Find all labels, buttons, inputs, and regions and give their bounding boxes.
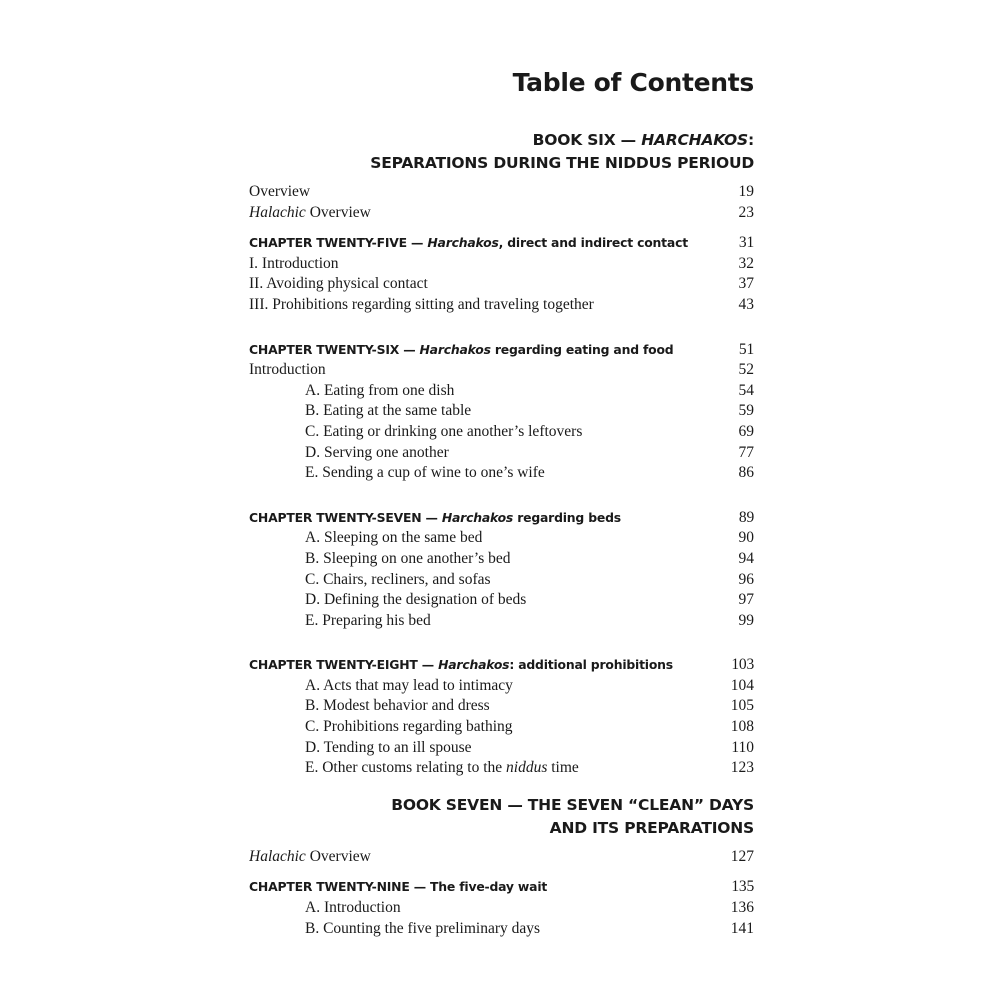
- toc-entry[interactable]: [249, 274, 754, 295]
- entry-label: II. Avoiding physical contact: [249, 275, 428, 293]
- chapter-page: 103: [731, 656, 754, 674]
- entry-page: 104: [730, 676, 754, 694]
- entry-label: A. Acts that may lead to intimacy: [305, 676, 513, 694]
- entry-label: E. Sending a cup of wine to one’s wife: [305, 464, 545, 482]
- entry-page: 52: [738, 361, 754, 379]
- toc-entry[interactable]: [249, 717, 754, 738]
- toc-entry[interactable]: [249, 463, 754, 484]
- entry-page: 110: [731, 738, 754, 756]
- chapter-italic: Harchakos: [438, 657, 510, 673]
- chapter-prefix: CHAPTER TWENTY-FIVE —: [249, 235, 428, 251]
- chapter-label: CHAPTER TWENTY-NINE — The five-day wait: [249, 879, 548, 895]
- chapter-prefix: CHAPTER TWENTY-EIGHT —: [249, 657, 439, 673]
- chapter-label: [249, 508, 621, 529]
- book-seven-heading-line1: BOOK SEVEN — THE SEVEN “CLEAN” DAYS: [391, 795, 754, 814]
- entry-label: [249, 758, 579, 779]
- entry-label: E. Preparing his bed: [305, 611, 431, 629]
- chapter-page: 31: [738, 234, 754, 252]
- book-six-prefix: BOOK SIX —: [532, 131, 642, 149]
- toc-entry-halachic-overview[interactable]: [249, 203, 754, 224]
- entry-page: 23: [738, 203, 754, 221]
- entry-label: C. Chairs, recliners, and sofas: [305, 570, 491, 588]
- entry-page: 19: [738, 183, 754, 200]
- entry-page: 99: [738, 611, 754, 629]
- entry-page: 90: [738, 529, 754, 547]
- entry-label: A. Introduction: [305, 899, 401, 917]
- toc-entry[interactable]: [249, 295, 754, 316]
- chapter-italic: Harchakos: [427, 235, 499, 251]
- entry-label: C. Eating or drinking one another’s leftovers: [305, 422, 583, 440]
- toc-entry[interactable]: [249, 758, 754, 779]
- toc-entry[interactable]: [249, 738, 754, 759]
- chapter-page: 135: [731, 878, 754, 896]
- entry-label: Overview: [249, 183, 311, 200]
- toc-entry[interactable]: [249, 360, 754, 381]
- chapter-25-heading[interactable]: [249, 233, 754, 254]
- toc-entry[interactable]: [249, 919, 754, 940]
- chapter-suffix: regarding eating and food: [490, 341, 674, 357]
- page-title: Table of Contents: [512, 68, 754, 97]
- toc-entry[interactable]: [249, 528, 754, 549]
- entry-label: D. Tending to an ill spouse: [305, 738, 472, 756]
- entry-label: A. Eating from one dish: [305, 381, 455, 399]
- book-seven-heading: [249, 794, 754, 840]
- chapter-prefix: CHAPTER TWENTY-SEVEN —: [249, 509, 442, 525]
- entry-page: 43: [738, 295, 754, 313]
- chapter-label: [249, 655, 673, 676]
- toc-entry[interactable]: [249, 611, 754, 632]
- toc-entry[interactable]: [249, 590, 754, 611]
- toc-entry[interactable]: [249, 570, 754, 591]
- entry-label-italic: niddus: [506, 759, 548, 777]
- book-six-italic-word: HARCHAKOS: [641, 131, 748, 149]
- toc-entry[interactable]: [249, 443, 754, 464]
- toc-entry[interactable]: [249, 676, 754, 697]
- chapter-27-heading[interactable]: [249, 508, 754, 529]
- entry-page: 86: [738, 464, 754, 482]
- toc-entry[interactable]: [249, 254, 754, 275]
- entry-label-prefix: E. Other customs relating to the: [305, 759, 507, 777]
- entry-label: A. Sleeping on the same bed: [305, 529, 483, 547]
- chapter-page: 89: [738, 508, 754, 526]
- chapter-label: [249, 340, 673, 361]
- chapter-suffix: : additional prohibitions: [509, 657, 673, 673]
- chapter-prefix: CHAPTER TWENTY-SIX —: [249, 341, 420, 357]
- entry-label: D. Serving one another: [305, 443, 449, 461]
- toc-entry-halachic-overview-book-seven[interactable]: [249, 847, 754, 868]
- toc-page: [249, 60, 754, 939]
- entry-page: 105: [730, 697, 754, 715]
- entry-page: 96: [738, 570, 754, 588]
- entry-page: 54: [738, 381, 754, 399]
- chapter-label: [249, 233, 688, 254]
- entry-page: 127: [730, 847, 754, 865]
- entry-label-italic: Halachic: [249, 203, 306, 221]
- chapter-26-heading[interactable]: [249, 340, 754, 361]
- toc-entry[interactable]: [249, 898, 754, 919]
- toc-entry-overview[interactable]: [249, 182, 754, 203]
- entry-page: 136: [730, 899, 754, 917]
- entry-page: 77: [738, 443, 754, 461]
- entry-label: B. Counting the five preliminary days: [305, 919, 541, 937]
- entry-page: 97: [738, 591, 754, 609]
- entry-label: C. Prohibitions regarding bathing: [305, 718, 513, 736]
- book-six-suffix: :: [748, 131, 754, 149]
- entry-label: B. Eating at the same table: [305, 402, 472, 420]
- chapter-italic: Harchakos: [419, 341, 491, 357]
- entry-label: D. Defining the designation of beds: [305, 591, 527, 609]
- toc-entry[interactable]: [249, 401, 754, 422]
- toc-entry[interactable]: [249, 696, 754, 717]
- entry-label-rest: Overview: [305, 203, 371, 221]
- book-six-heading-line1: [249, 129, 754, 152]
- entry-page: 69: [738, 422, 754, 440]
- entry-page: 32: [738, 254, 754, 272]
- entry-label-suffix: time: [547, 759, 579, 777]
- entry-page: 37: [738, 275, 754, 293]
- chapter-suffix: regarding beds: [513, 509, 621, 525]
- chapter-28-heading[interactable]: [249, 655, 754, 676]
- entry-label-italic: Halachic: [249, 847, 306, 865]
- book-six-heading: [249, 129, 754, 175]
- entry-label: III. Prohibitions regarding sitting and traveling together: [249, 295, 594, 313]
- entry-label: Introduction: [249, 361, 326, 379]
- book-six-heading-line2: SEPARATIONS DURING THE NIDDUS PERIOUD: [370, 154, 754, 172]
- toc-entry[interactable]: [249, 422, 754, 443]
- chapter-page: 51: [738, 340, 754, 358]
- entry-label: I. Introduction: [249, 254, 339, 272]
- entry-page: 123: [730, 759, 754, 777]
- entry-page: 141: [730, 919, 754, 937]
- book-seven-heading-line2: AND ITS PREPARATIONS: [549, 818, 754, 837]
- entry-label: B. Sleeping on one another’s bed: [305, 549, 511, 567]
- toc-entry[interactable]: [249, 549, 754, 570]
- entry-page: 59: [738, 402, 754, 420]
- chapter-italic: Harchakos: [441, 509, 514, 525]
- chapter-suffix: , direct and indirect contact: [498, 235, 688, 251]
- chapter-29-heading[interactable]: [249, 877, 754, 898]
- toc-entry[interactable]: [249, 381, 754, 402]
- entry-label-rest: Overview: [305, 847, 371, 865]
- entry-label: B. Modest behavior and dress: [305, 697, 490, 715]
- entry-label: [249, 203, 371, 224]
- entry-page: 94: [738, 549, 754, 567]
- entry-page: 108: [730, 718, 754, 736]
- entry-label: [249, 847, 371, 868]
